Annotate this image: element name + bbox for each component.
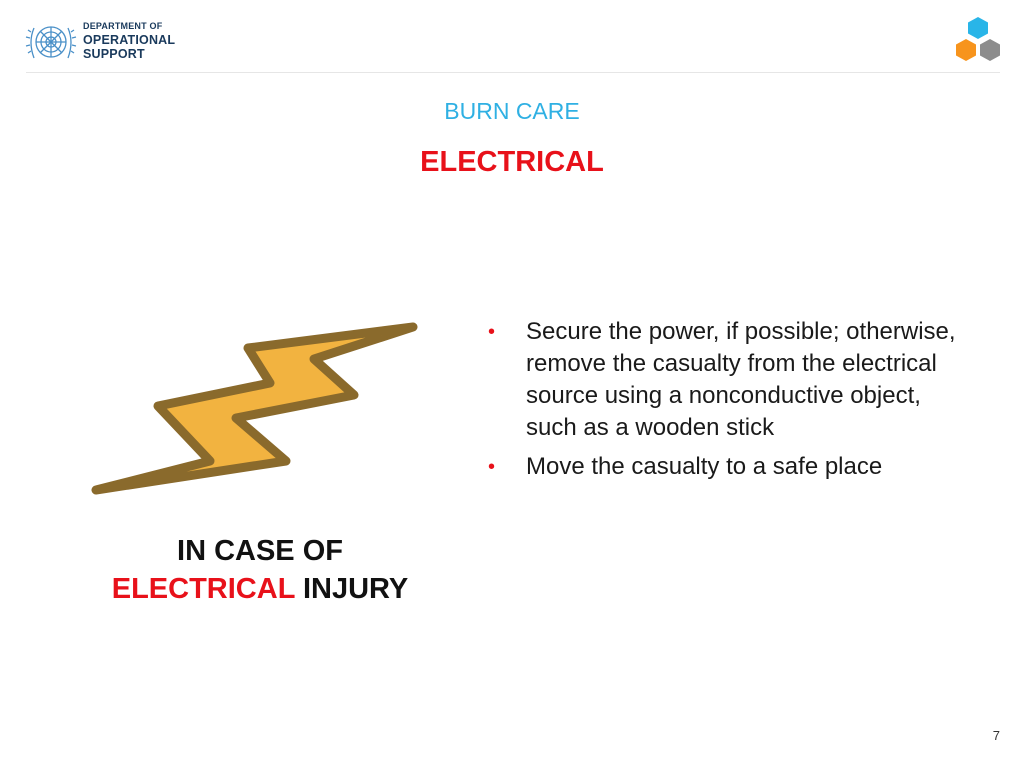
header-divider (26, 72, 1000, 73)
org-name-line3: SUPPORT (83, 46, 145, 61)
org-name (83, 22, 175, 61)
bullet-item (488, 451, 958, 483)
hexagon-cluster-logo (950, 14, 1006, 66)
bullet-item (488, 316, 958, 444)
caption-highlight: ELECTRICAL (111, 573, 295, 605)
lightning-bolt-icon (88, 318, 424, 504)
bullet-text: Move the casualty to a safe place (526, 453, 883, 480)
org-name-line1: DEPARTMENT OF (83, 21, 163, 31)
caption (80, 532, 440, 608)
un-emblem-icon (24, 18, 78, 66)
page-number: 7 (992, 728, 1000, 743)
bullet-text: Secure the power, if possible; otherwise, remove the casualty from the electrical source using a nonconductive object, such as a wooden stick (526, 318, 956, 441)
bullet-list (488, 316, 958, 490)
header (0, 0, 1024, 72)
section-title: BURN CARE (444, 98, 580, 124)
caption-rest: INJURY (294, 573, 409, 605)
caption-line1: IN CASE OF (177, 535, 343, 567)
bullet-marker: • (488, 321, 496, 343)
org-name-line2: OPERATIONAL (83, 33, 176, 47)
bullet-marker: • (488, 456, 496, 478)
slide-title: ELECTRICAL (420, 146, 604, 178)
caption-line2 (80, 570, 440, 608)
